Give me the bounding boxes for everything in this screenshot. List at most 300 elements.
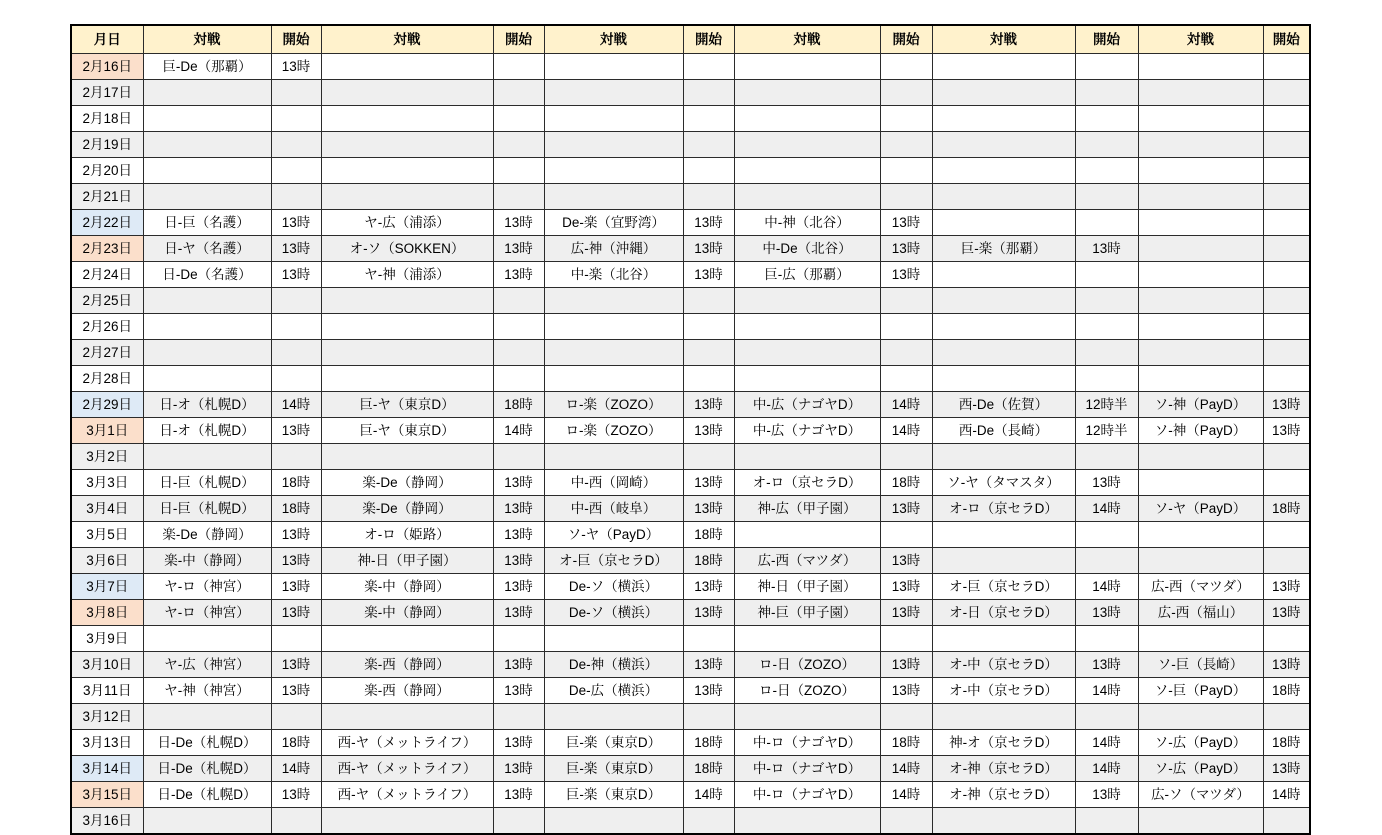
matchup-cell: 楽-De（静岡） [321,496,493,522]
matchup-cell [143,158,271,184]
start-time-cell [1263,288,1310,314]
matchup-cell [321,444,493,470]
start-time-cell: 13時 [271,210,321,236]
date-cell: 2月24日 [71,262,143,288]
date-cell: 3月6日 [71,548,143,574]
matchup-cell [734,704,880,730]
start-time-cell: 18時 [1263,496,1310,522]
start-time-cell [1263,444,1310,470]
header-date: 月日 [71,25,143,54]
matchup-cell: 中-De（北谷） [734,236,880,262]
matchup-cell: ソ-ヤ（PayD） [1138,496,1263,522]
matchup-cell: オ-巨（京セラD） [544,548,683,574]
matchup-cell [321,80,493,106]
start-time-cell [1075,288,1138,314]
matchup-cell [143,366,271,392]
start-time-cell: 18時 [1263,730,1310,756]
start-time-cell [880,106,932,132]
start-time-cell: 13時 [271,54,321,80]
matchup-cell: ロ-楽（ZOZO） [544,392,683,418]
table-row [71,600,1310,626]
matchup-cell: 日-De（札幌D） [143,756,271,782]
matchup-cell: 日-ヤ（名護） [143,236,271,262]
start-time-cell [271,314,321,340]
matchup-cell [1138,210,1263,236]
start-time-cell: 13時 [493,262,544,288]
start-time-cell [683,808,734,835]
date-cell: 2月26日 [71,314,143,340]
matchup-cell: 日-巨（札幌D） [143,470,271,496]
start-time-cell: 13時 [1263,756,1310,782]
header-matchup-5: 対戦 [932,25,1075,54]
start-time-cell: 14時 [880,756,932,782]
matchup-cell [544,184,683,210]
date-cell: 2月22日 [71,210,143,236]
matchup-cell: De-広（横浜） [544,678,683,704]
matchup-cell: 広-西（マツダ） [734,548,880,574]
matchup-cell [932,366,1075,392]
start-time-cell: 13時 [271,600,321,626]
matchup-cell: ヤ-神（神宮） [143,678,271,704]
matchup-cell: 巨-広（那覇） [734,262,880,288]
start-time-cell: 13時 [493,496,544,522]
start-time-cell [1075,80,1138,106]
start-time-cell [493,366,544,392]
matchup-cell [143,288,271,314]
matchup-cell: 広-西（福山） [1138,600,1263,626]
matchup-cell: De-ソ（横浜） [544,574,683,600]
matchup-cell [932,132,1075,158]
start-time-cell: 13時 [683,236,734,262]
start-time-cell: 18時 [1263,678,1310,704]
start-time-cell [1075,132,1138,158]
start-time-cell [880,54,932,80]
matchup-cell [544,340,683,366]
table-row [71,366,1310,392]
start-time-cell [880,626,932,652]
start-time-cell: 13時 [493,678,544,704]
table-row [71,262,1310,288]
matchup-cell: オ-ソ（SOKKEN） [321,236,493,262]
start-time-cell: 14時 [880,418,932,444]
start-time-cell: 13時 [1075,782,1138,808]
date-cell: 3月11日 [71,678,143,704]
matchup-cell [1138,808,1263,835]
start-time-cell [271,106,321,132]
start-time-cell [1263,132,1310,158]
start-time-cell: 18時 [271,496,321,522]
date-cell: 2月17日 [71,80,143,106]
matchup-cell [734,366,880,392]
table-row [71,392,1310,418]
start-time-cell [1075,626,1138,652]
table-body [71,54,1310,835]
matchup-cell [734,444,880,470]
matchup-cell: 巨-De（那覇） [143,54,271,80]
matchup-cell: 巨-楽（那覇） [932,236,1075,262]
start-time-cell [1263,704,1310,730]
matchup-cell [544,626,683,652]
matchup-cell: 中-楽（北谷） [544,262,683,288]
matchup-cell [932,54,1075,80]
matchup-cell [544,54,683,80]
start-time-cell: 18時 [493,392,544,418]
start-time-cell [683,132,734,158]
matchup-cell [932,262,1075,288]
matchup-cell: 神-日（甲子園） [734,574,880,600]
start-time-cell [880,444,932,470]
date-cell: 3月9日 [71,626,143,652]
table-row [71,158,1310,184]
matchup-cell [734,340,880,366]
matchup-cell [1138,340,1263,366]
start-time-cell: 13時 [493,600,544,626]
start-time-cell [1075,158,1138,184]
date-cell: 2月19日 [71,132,143,158]
matchup-cell: 楽-中（静岡） [321,600,493,626]
table-row [71,184,1310,210]
matchup-cell [932,340,1075,366]
start-time-cell: 13時 [683,574,734,600]
matchup-cell: 西-De（佐賀） [932,392,1075,418]
matchup-cell [734,522,880,548]
start-time-cell [493,314,544,340]
start-time-cell: 13時 [683,262,734,288]
matchup-cell: ソ-巨（PayD） [1138,678,1263,704]
start-time-cell: 18時 [683,522,734,548]
matchup-cell: オ-巨（京セラD） [932,574,1075,600]
start-time-cell: 14時 [1075,730,1138,756]
matchup-cell: オ-日（京セラD） [932,600,1075,626]
start-time-cell: 13時 [683,496,734,522]
matchup-cell [734,808,880,835]
start-time-cell [880,314,932,340]
start-time-cell: 13時 [493,470,544,496]
matchup-cell: 中-西（岡崎） [544,470,683,496]
matchup-cell [932,548,1075,574]
table-row [71,314,1310,340]
start-time-cell: 13時 [880,574,932,600]
start-time-cell [1263,340,1310,366]
matchup-cell [321,366,493,392]
start-time-cell: 14時 [271,392,321,418]
date-cell: 3月13日 [71,730,143,756]
start-time-cell [1263,314,1310,340]
table-row [71,236,1310,262]
start-time-cell [493,340,544,366]
start-time-cell: 13時 [493,756,544,782]
start-time-cell [1263,522,1310,548]
matchup-cell: 楽-De（静岡） [321,470,493,496]
matchup-cell: 神-日（甲子園） [321,548,493,574]
table-row [71,80,1310,106]
start-time-cell: 13時 [683,652,734,678]
start-time-cell: 13時 [1075,236,1138,262]
start-time-cell [1075,54,1138,80]
start-time-cell: 13時 [271,574,321,600]
start-time-cell [1263,80,1310,106]
matchup-cell: 日-De（札幌D） [143,730,271,756]
table-header [71,25,1310,54]
start-time-cell [1263,184,1310,210]
matchup-cell [544,444,683,470]
start-time-cell [1263,158,1310,184]
date-cell: 2月25日 [71,288,143,314]
start-time-cell: 13時 [271,678,321,704]
matchup-cell: 巨-楽（東京D） [544,756,683,782]
start-time-cell [493,132,544,158]
start-time-cell [493,444,544,470]
start-time-cell [271,366,321,392]
matchup-cell: オ-中（京セラD） [932,652,1075,678]
start-time-cell [1263,210,1310,236]
matchup-cell: 中-ロ（ナゴヤD） [734,782,880,808]
start-time-cell: 18時 [880,730,932,756]
matchup-cell [321,54,493,80]
date-cell: 2月28日 [71,366,143,392]
matchup-cell: 西-De（長崎） [932,418,1075,444]
start-time-cell [1263,106,1310,132]
matchup-cell: ソ-広（PayD） [1138,756,1263,782]
matchup-cell: オ-ロ（姫路） [321,522,493,548]
start-time-cell: 13時 [683,470,734,496]
table-row [71,496,1310,522]
matchup-cell [734,106,880,132]
header-start-1: 開始 [271,25,321,54]
start-time-cell: 13時 [1263,392,1310,418]
start-time-cell: 13時 [271,548,321,574]
matchup-cell: 広-ソ（マツダ） [1138,782,1263,808]
start-time-cell: 18時 [683,548,734,574]
matchup-cell: ソ-神（PayD） [1138,392,1263,418]
matchup-cell: 広-神（沖縄） [544,236,683,262]
start-time-cell: 13時 [880,548,932,574]
start-time-cell: 12時半 [1075,418,1138,444]
date-cell: 3月15日 [71,782,143,808]
table-row [71,132,1310,158]
start-time-cell [683,704,734,730]
start-time-cell: 13時 [880,678,932,704]
date-cell: 3月16日 [71,808,143,835]
matchup-cell [1138,80,1263,106]
matchup-cell [734,132,880,158]
start-time-cell [1075,704,1138,730]
start-time-cell [271,626,321,652]
start-time-cell: 13時 [493,652,544,678]
start-time-cell [271,288,321,314]
matchup-cell [1138,548,1263,574]
matchup-cell [734,314,880,340]
start-time-cell [880,808,932,835]
start-time-cell [683,158,734,184]
matchup-cell: 西-ヤ（メットライフ） [321,756,493,782]
start-time-cell: 13時 [271,782,321,808]
matchup-cell: 中-西（岐阜） [544,496,683,522]
matchup-cell: 神-広（甲子園） [734,496,880,522]
matchup-cell [734,80,880,106]
matchup-cell: 巨-楽（東京D） [544,730,683,756]
matchup-cell [544,314,683,340]
matchup-cell [932,210,1075,236]
table-row [71,756,1310,782]
matchup-cell [1138,470,1263,496]
matchup-cell: ヤ-ロ（神宮） [143,600,271,626]
schedule-sheet [70,24,1311,835]
header-start-4: 開始 [880,25,932,54]
start-time-cell [493,54,544,80]
start-time-cell [683,288,734,314]
start-time-cell [1075,184,1138,210]
start-time-cell: 13時 [880,600,932,626]
matchup-cell: オ-中（京セラD） [932,678,1075,704]
matchup-cell: 西-ヤ（メットライフ） [321,782,493,808]
matchup-cell: ソ-ヤ（PayD） [544,522,683,548]
matchup-cell: ロ-日（ZOZO） [734,678,880,704]
start-time-cell: 14時 [1263,782,1310,808]
matchup-cell [1138,314,1263,340]
start-time-cell [880,704,932,730]
start-time-cell: 13時 [493,730,544,756]
date-cell: 2月23日 [71,236,143,262]
start-time-cell [271,184,321,210]
matchup-cell: 日-巨（札幌D） [143,496,271,522]
matchup-cell [734,288,880,314]
matchup-cell [1138,158,1263,184]
date-cell: 3月7日 [71,574,143,600]
start-time-cell: 13時 [1075,600,1138,626]
start-time-cell [1263,262,1310,288]
start-time-cell [1263,548,1310,574]
start-time-cell: 18時 [683,730,734,756]
header-start-3: 開始 [683,25,734,54]
date-cell: 3月12日 [71,704,143,730]
start-time-cell: 13時 [271,236,321,262]
matchup-cell [143,132,271,158]
matchup-cell: ヤ-ロ（神宮） [143,574,271,600]
start-time-cell [271,704,321,730]
date-cell: 2月20日 [71,158,143,184]
start-time-cell [880,366,932,392]
matchup-cell: 西-ヤ（メットライフ） [321,730,493,756]
table-row [71,808,1310,835]
matchup-cell [143,808,271,835]
start-time-cell: 14時 [1075,756,1138,782]
table-row [71,470,1310,496]
matchup-cell [1138,106,1263,132]
start-time-cell [1263,470,1310,496]
matchup-cell [734,626,880,652]
date-cell: 3月1日 [71,418,143,444]
start-time-cell: 14時 [683,782,734,808]
start-time-cell: 13時 [1075,652,1138,678]
date-cell: 2月16日 [71,54,143,80]
matchup-cell [321,704,493,730]
matchup-cell: ソ-広（PayD） [1138,730,1263,756]
matchup-cell [321,132,493,158]
start-time-cell: 13時 [271,522,321,548]
start-time-cell: 13時 [493,548,544,574]
matchup-cell: ソ-神（PayD） [1138,418,1263,444]
start-time-cell [271,132,321,158]
start-time-cell [271,808,321,835]
matchup-cell [1138,704,1263,730]
start-time-cell [683,340,734,366]
start-time-cell: 13時 [880,496,932,522]
matchup-cell [932,314,1075,340]
date-cell: 3月10日 [71,652,143,678]
matchup-cell [143,626,271,652]
start-time-cell: 13時 [1263,574,1310,600]
start-time-cell: 13時 [1075,470,1138,496]
start-time-cell [271,444,321,470]
matchup-cell [321,626,493,652]
start-time-cell [683,366,734,392]
start-time-cell: 14時 [493,418,544,444]
start-time-cell [1075,548,1138,574]
start-time-cell [683,626,734,652]
matchup-cell [143,704,271,730]
matchup-cell: 楽-中（静岡） [143,548,271,574]
start-time-cell: 13時 [683,600,734,626]
header-start-5: 開始 [1075,25,1138,54]
header-start-6: 開始 [1263,25,1310,54]
date-cell: 3月2日 [71,444,143,470]
matchup-cell [1138,236,1263,262]
matchup-cell [544,80,683,106]
start-time-cell [683,444,734,470]
matchup-cell [932,808,1075,835]
start-time-cell [1075,808,1138,835]
matchup-cell: 巨-ヤ（東京D） [321,418,493,444]
start-time-cell: 13時 [880,210,932,236]
matchup-cell [544,704,683,730]
matchup-cell: ヤ-神（浦添） [321,262,493,288]
header-row [71,25,1310,54]
matchup-cell [1138,366,1263,392]
matchup-cell [1138,184,1263,210]
start-time-cell: 14時 [1075,496,1138,522]
matchup-cell: 楽-西（静岡） [321,652,493,678]
start-time-cell: 18時 [271,470,321,496]
start-time-cell: 13時 [1263,652,1310,678]
matchup-cell [143,444,271,470]
matchup-cell [932,288,1075,314]
start-time-cell [683,54,734,80]
table-row [71,652,1310,678]
matchup-cell: 楽-西（静岡） [321,678,493,704]
start-time-cell [493,80,544,106]
start-time-cell [271,80,321,106]
header-start-2: 開始 [493,25,544,54]
start-time-cell [683,80,734,106]
matchup-cell [143,340,271,366]
matchup-cell: オ-ロ（京セラD） [932,496,1075,522]
matchup-cell [932,704,1075,730]
start-time-cell [1075,210,1138,236]
matchup-cell: オ-神（京セラD） [932,756,1075,782]
start-time-cell [880,80,932,106]
table-row [71,626,1310,652]
matchup-cell [321,184,493,210]
matchup-cell [932,106,1075,132]
start-time-cell [271,158,321,184]
start-time-cell: 13時 [271,652,321,678]
start-time-cell [1263,626,1310,652]
start-time-cell: 14時 [271,756,321,782]
start-time-cell: 14時 [880,392,932,418]
matchup-cell [321,314,493,340]
start-time-cell [683,184,734,210]
